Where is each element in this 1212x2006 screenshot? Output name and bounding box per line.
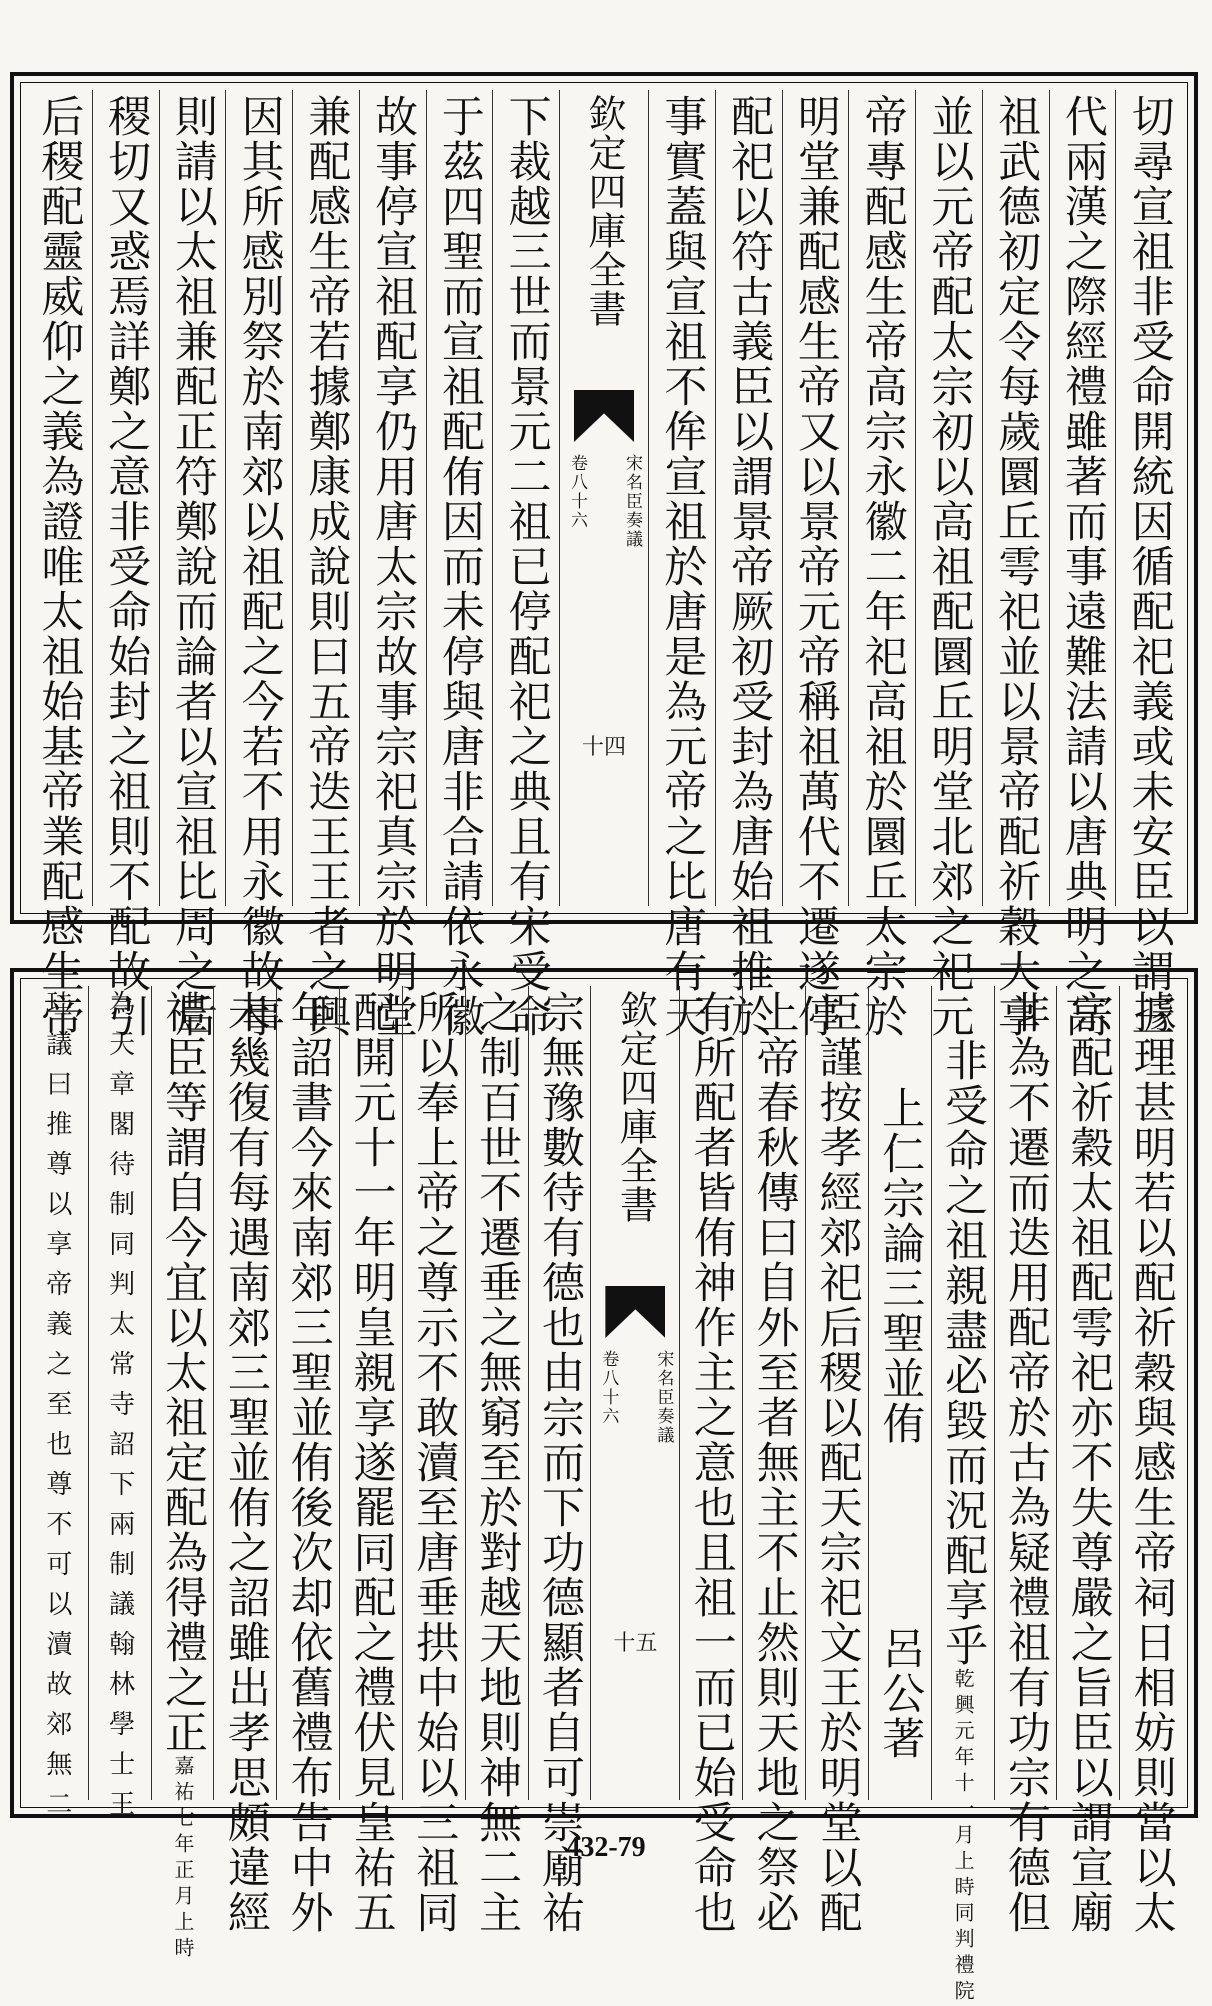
text-column	[465, 986, 528, 1935]
text-column	[848, 90, 915, 1039]
column-text: 因其所感別祭於南郊以祖配之今若不用永徽故事	[234, 94, 285, 1039]
column-text: 並以元帝配太宗初以高祖配圜丘明堂北郊之祀元	[924, 94, 975, 1039]
leaf-number: 十四	[581, 735, 626, 760]
text-column	[225, 90, 292, 1039]
text-column	[88, 986, 151, 1830]
volume-number: 卷八十六	[567, 454, 587, 530]
work-title: 宋名臣奏議	[622, 454, 642, 549]
top-columns	[26, 90, 1182, 1039]
text-column	[1115, 90, 1182, 1039]
column-text	[938, 986, 989, 2006]
text-column	[292, 90, 359, 1039]
page-reference-number: 432-79	[566, 1832, 646, 1863]
column-text	[157, 986, 208, 1963]
column-text: 事實蓋與宣祖不侔宣祖於唐是為元帝之比唐有天	[657, 94, 708, 1039]
text-column	[994, 986, 1057, 1935]
text-column	[26, 90, 92, 1039]
column-text: 宗配祈穀太祖配雩祀亦不失尊嚴之旨臣以謂宣廟	[1063, 990, 1114, 1935]
column-text: 臣謹按孝經郊祀后稷以配天宗祀文王於明堂以配	[812, 990, 863, 1935]
annotation-text: 為天章閣待制同判太常寺詔下兩制議翰林學士王	[104, 990, 135, 1830]
text-column	[742, 986, 805, 1935]
column-text: 切尋宣祖非受命開統因循配祀義或未安臣以謂三	[1124, 94, 1175, 1039]
text-column	[402, 986, 465, 1935]
text-column	[679, 986, 742, 1935]
column-text: 兼配感生帝若據鄭康成說則曰五帝迭王王者之興	[301, 94, 352, 1039]
column-text: 據理甚明若以配祈穀與感生帝祠日相妨則當以太	[1126, 990, 1177, 1935]
column-text	[875, 986, 926, 1800]
work-title: 宋名臣奏議	[653, 1350, 674, 1445]
leaf-number: 十五	[613, 1631, 658, 1656]
text-column	[931, 986, 994, 2006]
column-text: 明堂兼配感生帝又以景帝元帝稱祖萬代不遷遂停	[790, 94, 841, 1039]
text-column	[492, 90, 559, 1039]
text-column	[868, 986, 931, 1800]
top-page	[10, 72, 1198, 1039]
text-column	[151, 986, 214, 1963]
text-column	[715, 90, 782, 1039]
text-column	[648, 90, 715, 1039]
center-fold-column	[559, 90, 648, 906]
column-text: 祖武德初定令每歲圜丘雩祀並以景帝配祈穀大享	[991, 94, 1042, 1039]
text-column	[782, 90, 849, 1039]
text-column	[92, 90, 159, 1039]
column-text: 下裁越三世而景元二祖已停配祀之典且有宋受命	[501, 94, 552, 1039]
text-column	[26, 986, 88, 1830]
date-note: 嘉祐七年正月上時	[170, 1755, 195, 1963]
text-column	[276, 986, 339, 1935]
column-text: 有所配者皆侑神作主之意也且祖一而已始受命也	[686, 990, 737, 1935]
column-text: 上帝春秋傳曰自外至者無主不止然則天地之祭必	[749, 990, 800, 1935]
date-note: 乾興元年十一月上時同判禮院	[951, 1668, 976, 2006]
text-column	[1119, 986, 1182, 1935]
text-column	[426, 90, 493, 1039]
text-column	[359, 90, 426, 1039]
text-column	[1049, 90, 1116, 1039]
column-text: 非為不遷而迭用配帝於古為疑禮祖有功宗有德但	[1000, 990, 1051, 1935]
text-column	[915, 90, 982, 1039]
annotation-text: 珪議曰推尊以享帝義之至也尊不可以瀆故郊無二	[41, 990, 72, 1830]
book-title: 欽定四庫全書	[613, 990, 658, 1224]
column-text: 于茲四聖而宣祖配侑因而未停與唐非合請依永徽	[434, 94, 485, 1039]
column-text: 年詔書今來南郊三聖並侑後次却依舊禮布告中外	[283, 990, 334, 1935]
center-fold-column	[590, 986, 679, 1800]
text-column	[213, 986, 276, 1935]
column-text: 稷切又惑焉詳鄭之意非受命始封之祖則不配故引	[101, 94, 152, 1039]
main-text: 非受命之祖親盡必毀而況配享乎	[938, 1038, 989, 1668]
text-column	[339, 986, 402, 1935]
memorial-title: 上仁宗論三聖並侑	[875, 1086, 926, 1446]
author-name: 呂公著	[875, 1626, 926, 1761]
column-text: 配祀以符古義臣以謂景帝厥初受封為唐始祖推於	[724, 94, 775, 1039]
text-column	[805, 986, 868, 1935]
column-text: 配開元十一年明皇親享遂罷同配之禮伏見皇祐五	[346, 990, 397, 1935]
column-text: 代兩漢之際經禮雖著而事遠難法請以唐典明之高	[1057, 94, 1108, 1039]
volume-number: 卷八十六	[598, 1350, 619, 1426]
column-text: 未幾復有每遇南郊三聖並侑之詔雖出孝思頗違經	[220, 990, 271, 1935]
text-column	[159, 90, 226, 1039]
column-text: 所以奉上帝之尊示不敢瀆至唐垂拱中始以三祖同	[409, 990, 460, 1935]
column-text: 后稷配靈威仰之義為證唯太祖始基帝業配感生帝	[34, 94, 85, 1039]
column-text: 則請以太祖兼配正符鄭說而論者以宣祖比周之后	[167, 94, 218, 1039]
main-text: 禮臣等謂自今宜以太祖定配為得禮之正	[157, 990, 208, 1755]
column-text: 帝專配感生帝高宗永徽二年祀高祖於圜丘太宗於	[857, 94, 908, 1039]
text-column	[1056, 986, 1119, 1935]
book-title: 欽定四庫全書	[582, 94, 626, 328]
column-text: 宗無豫數待有德也由宗而下功德顯者自可崇廟祐	[534, 990, 585, 1935]
text-column	[528, 986, 591, 1935]
column-text: 之制百世不遷垂之無窮至於對越天地則神無二主	[472, 990, 523, 1935]
column-text: 故事停宣祖配享仍用唐太宗故事宗祀真宗於明堂	[368, 94, 419, 1039]
text-column	[982, 90, 1049, 1039]
